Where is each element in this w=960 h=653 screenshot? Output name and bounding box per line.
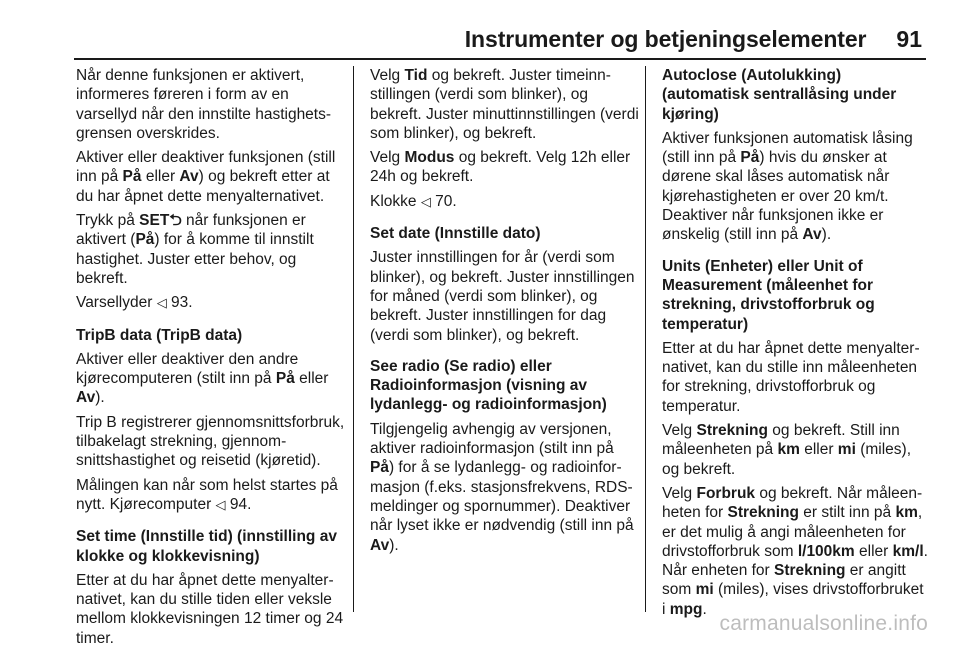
paragraph: Når denne funksjonen er aktivert, informeres føreren i form av en varsellyd når den innstilte hastighetsgrensen overskrides. [76, 67, 332, 142]
paragraph: Tilgjengelig avhengig av versjonen, aktiver radioinformasjon (stilt inn på På) for å se lydanlegg- og radioinformasjon (f.eks. stasjonsfrekvens, RDS-meldinger og spornummer). Deaktiver når lyset ikke er nødvendig (still inn på Av). [370, 420, 634, 554]
column-divider-1 [353, 66, 354, 612]
paragraph: Trykk på SET⮌ når funksjonen er aktivert (På) for å komme til innstilt hastighet. Juster etter behov, og bekreft. [76, 212, 314, 287]
watermark: carmanualsonline.info [719, 612, 928, 635]
header-rule [74, 58, 926, 60]
page-reference-icon: ◁ [215, 497, 226, 513]
section-heading: TripB data (TripB data) [76, 326, 243, 344]
paragraph: Velg Tid og bekreft. Juster timeinnstillingen (verdi som blinker), og bekreft. Juster minuttinnstillingen (verdi som blinker), og bekreft. [370, 67, 639, 142]
column-3 [662, 66, 930, 624]
page-number: 91 [896, 26, 922, 52]
paragraph: Aktiver eller deaktiver funksjonen (still inn på På eller Av) og bekreft etter at du har åpnet dette menyalternativet. [76, 149, 336, 205]
section-heading: Set time (Innstille tid) (innstilling av klokke og klokkevisning) [76, 528, 337, 565]
paragraph: Velg Modus og bekreft. Velg 12h eller 24h og bekreft. [370, 149, 631, 186]
paragraph: Klokke ◁ 70. [370, 192, 457, 210]
page-reference-icon: ◁ [156, 296, 167, 312]
back-arrow-icon: ⮌ [169, 212, 182, 230]
column-divider-2 [645, 66, 646, 612]
paragraph: Velg Strekning og bekreft. Still inn måleenheten på km eller mi (miles), og bekreft. [662, 422, 911, 478]
section-heading: Autoclose (Autolukking) (automatisk sentrallåsing under kjøring) [662, 67, 897, 123]
paragraph: Juster innstillingen for år (verdi som blinker), og bekreft. Juster innstillingen for måned (verdi som blinker), og bekreft. Juster innstillingen for dag (verdi som blinker), og bekreft. [370, 249, 635, 344]
paragraph: Trip B registrerer gjennomsnittsforbruk, tilbakelagt strekning, gjennomsnittshastighet og reisetid (kjøretid). [76, 413, 345, 470]
paragraph: Målingen kan når som helst startes på nytt. Kjørecomputer ◁ 94. [76, 476, 338, 513]
paragraph: Aktiver eller deaktiver den andre kjørecomputeren (stilt inn på På eller Av). [76, 350, 329, 407]
column-1 [76, 66, 348, 653]
section-heading: Units (Enheter) eller Unit of Measurement (måleenhet for strekning, drivstofforbruk og temperatur) [662, 257, 875, 333]
paragraph: Etter at du har åpnet dette menyalternativet, kan du stille inn måleenheten for strekning, drivstofforbruk og temperatur. [662, 339, 920, 415]
column-2 [370, 66, 642, 560]
section-heading: Set date (Innstille dato) [370, 225, 541, 243]
page-title: Instrumenter og betjeningselementer [464, 26, 867, 52]
page-reference-icon: ◁ [420, 194, 431, 210]
paragraph: Etter at du har åpnet dette menyalternativet, kan du stille tiden eller veksle mellom klokkevisningen 12 timer og 24 timer. [76, 571, 344, 647]
paragraph: Varsellyder ◁ 93. [76, 294, 193, 312]
page-header [465, 26, 922, 58]
paragraph: Velg Forbruk og bekreft. Når måleenheten for Strekning er stilt inn på km, er det mulig å angi måleenheten for drivstofforbruk som l/100km eller km/l. Når enheten for Strekning er angitt som mi (miles), vises drivstofforbruket i mpg. [662, 484, 928, 618]
section-heading: See radio (Se radio) eller Radioinformasjon (visning av lydanlegg- og radioinformasjon) [370, 357, 607, 414]
paragraph: Aktiver funksjonen automatisk låsing (still inn på På) hvis du ønsker at dørene skal låses automatisk når kjørehastigheten er over 20 km/t. Deaktiver når funksjonen ikke er ønskelig (still inn på Av). [662, 129, 913, 244]
